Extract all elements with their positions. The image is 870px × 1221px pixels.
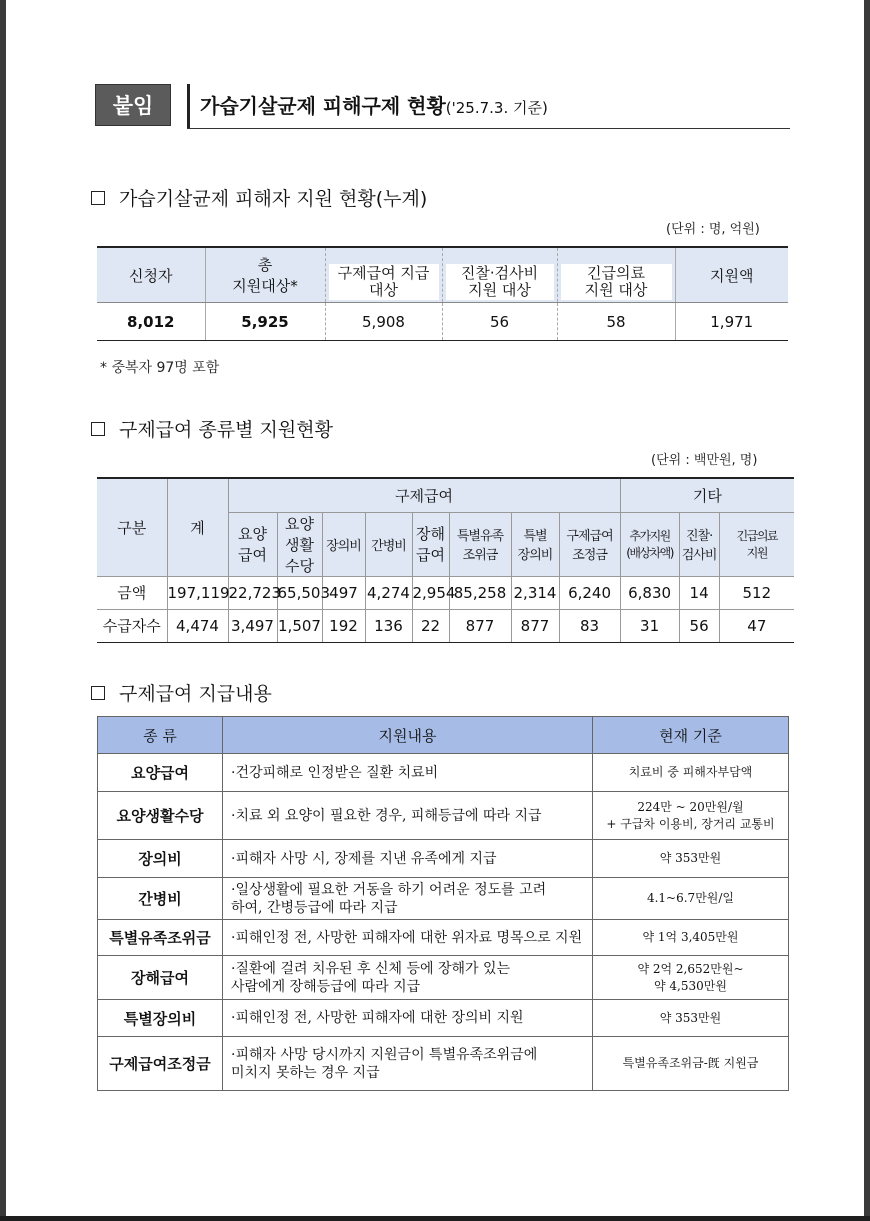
cell-value: 497 (322, 576, 365, 609)
header-amount: 지원액 (675, 247, 788, 303)
page-title (200, 90, 548, 119)
cell-value: 31 (620, 609, 679, 642)
row-standard: 특별유족조위금-旣 지원금 (593, 1037, 789, 1091)
header-funeral: 장의비 (322, 512, 365, 576)
row-label: 수급자수 (97, 609, 167, 642)
row-standard: 치료비 중 피해자부담액 (593, 754, 789, 792)
header-type: 종 류 (98, 717, 223, 754)
table-row (98, 1037, 789, 1091)
section3-title (91, 679, 272, 706)
cell-value: 56 (679, 609, 719, 642)
row-standard: 4.1~6.7만원/일 (593, 878, 789, 920)
page-title-date: ('25.7.3. 기준) (445, 99, 548, 117)
row-type: 요양생활수당 (98, 792, 223, 840)
header-living: 요양 생활 수당 (277, 512, 322, 576)
row-type: 특별장의비 (98, 1000, 223, 1037)
relief-content-table (97, 716, 789, 1091)
section2-title-text: 구제급여 종류별 지원현황 (119, 419, 333, 441)
cell-value: 512 (719, 576, 794, 609)
header-bereaved: 특별유족 조위금 (449, 512, 511, 576)
cell-value: 3,497 (228, 609, 277, 642)
section3-title-text: 구제급여 지급내용 (119, 683, 272, 705)
document-header (90, 82, 790, 130)
table-row (97, 576, 794, 609)
section2-unit: (단위 : 백만원, 명) (651, 453, 758, 468)
table-row (98, 792, 789, 840)
row-standard: 약 1억 3,405만원 (593, 920, 789, 956)
table-row (97, 609, 794, 642)
header-content: 지원내용 (223, 717, 593, 754)
cell-value: 136 (365, 609, 412, 642)
row-type: 구제급여조정금 (98, 1037, 223, 1091)
header-applicants: 신청자 (97, 247, 205, 303)
section1-title-suffix: (누계) (375, 188, 428, 210)
header-relief-group: 구제급여 (228, 478, 620, 512)
row-content: ·일상생활에 필요한 거동을 하기 어려운 정도를 고려 하여, 간병등급에 따라 지급 (223, 878, 593, 920)
cell-value: 197,119 (167, 576, 228, 609)
table-row (98, 754, 789, 792)
header-disability: 장해 급여 (412, 512, 449, 576)
checkbox-square-icon (91, 422, 105, 436)
document-page (6, 0, 864, 1216)
checkbox-square-icon (91, 686, 105, 700)
row-content: ·피해인정 전, 사망한 피해자에 대한 위자료 명목으로 지원 (223, 920, 593, 956)
table-header-row (98, 717, 789, 754)
row-type: 장의비 (98, 840, 223, 878)
row-content: ·피해자 사망 당시까지 지원금이 특별유족조위금에 미치지 못하는 경우 지급 (223, 1037, 593, 1091)
row-type: 특별유족조위금 (98, 920, 223, 956)
duplicate-note: * 중복자 97명 포함 (100, 360, 220, 376)
header-adjustment: 구제급여 조정금 (559, 512, 620, 576)
header-divider (187, 84, 190, 128)
header-exam: 진찰·검사비 지원 대상 (442, 247, 557, 303)
cell-value: 877 (449, 609, 511, 642)
cell-value: 6,240 (559, 576, 620, 609)
page-title-text: 가습기살균제 피해구제 현황 (200, 94, 446, 118)
row-content: ·질환에 걸려 치유된 후 신체 등에 장해가 있는 사람에게 장해등급에 따라 지급 (223, 956, 593, 1000)
header-nursing: 간병비 (365, 512, 412, 576)
header-category: 구분 (97, 478, 167, 576)
cell-value: 4,274 (365, 576, 412, 609)
cell-value: 22,723 (228, 576, 277, 609)
row-standard: 224만 ~ 20만원/월 + 구급차 이용비, 장거리 교통비 (593, 792, 789, 840)
header-underline (187, 128, 790, 129)
header-other-group: 기타 (620, 478, 794, 512)
header-standard: 현재 기준 (593, 717, 789, 754)
row-standard: 약 353만원 (593, 1000, 789, 1037)
cell-value: 2,954 (412, 576, 449, 609)
row-content: ·피해자 사망 시, 장제를 지낸 유족에게 지급 (223, 840, 593, 878)
row-type: 간병비 (98, 878, 223, 920)
row-content: ·치료 외 요양이 필요한 경우, 피해등급에 따라 지급 (223, 792, 593, 840)
header-emergency-support: 긴급의료 지원 (719, 512, 794, 576)
row-content: ·건강피해로 인정받은 질환 치료비 (223, 754, 593, 792)
section2-title (91, 415, 333, 442)
header-exam-cost: 진찰· 검사비 (679, 512, 719, 576)
table-row (98, 1000, 789, 1037)
cell-value: 47 (719, 609, 794, 642)
header-sum: 계 (167, 478, 228, 576)
cell-value: 22 (412, 609, 449, 642)
relief-by-type-table (97, 477, 794, 643)
cell-value: 192 (322, 609, 365, 642)
table-row (98, 956, 789, 1000)
checkbox-square-icon (91, 191, 105, 205)
header-special-funeral: 특별 장의비 (511, 512, 559, 576)
cell-value: 65,503 (277, 576, 322, 609)
row-type: 요양급여 (98, 754, 223, 792)
cell-value: 83 (559, 609, 620, 642)
cell-value: 2,314 (511, 576, 559, 609)
support-status-table (97, 246, 788, 341)
section1-title-text: 가습기살균제 피해자 지원 현황 (119, 188, 376, 210)
table-row (98, 920, 789, 956)
header-extra-support: 추가지원 (배상차액) (620, 512, 679, 576)
cell-value: 85,258 (449, 576, 511, 609)
header-relief: 구제급여 지급 대상 (325, 247, 442, 303)
header-total: 총 지원대상* (205, 247, 325, 303)
row-standard: 약 2억 2,652만원~ 약 4,530만원 (593, 956, 789, 1000)
page-bottom-edge (0, 1216, 870, 1221)
table-row (98, 840, 789, 878)
cell-value: 1,507 (277, 609, 322, 642)
table-header-row (97, 247, 788, 303)
value-relief: 5,908 (325, 303, 442, 341)
value-applicants: 8,012 (97, 303, 205, 341)
cell-value: 4,474 (167, 609, 228, 642)
row-standard: 약 353만원 (593, 840, 789, 878)
table-row (98, 878, 789, 920)
value-amount: 1,971 (675, 303, 788, 341)
section1-unit: (단위 : 명, 억원) (666, 222, 760, 237)
table-header-row (97, 478, 794, 512)
row-label: 금액 (97, 576, 167, 609)
row-type: 장해급여 (98, 956, 223, 1000)
table-row (97, 303, 788, 341)
row-content: ·피해인정 전, 사망한 피해자에 대한 장의비 지원 (223, 1000, 593, 1037)
cell-value: 6,830 (620, 576, 679, 609)
attachment-badge: 붙임 (95, 84, 171, 126)
value-total: 5,925 (205, 303, 325, 341)
cell-value: 877 (511, 609, 559, 642)
cell-value: 14 (679, 576, 719, 609)
header-emergency: 긴급의료 지원 대상 (557, 247, 675, 303)
header-medical: 요양 급여 (228, 512, 277, 576)
value-exam: 56 (442, 303, 557, 341)
section1-title (91, 184, 427, 211)
value-emergency: 58 (557, 303, 675, 341)
